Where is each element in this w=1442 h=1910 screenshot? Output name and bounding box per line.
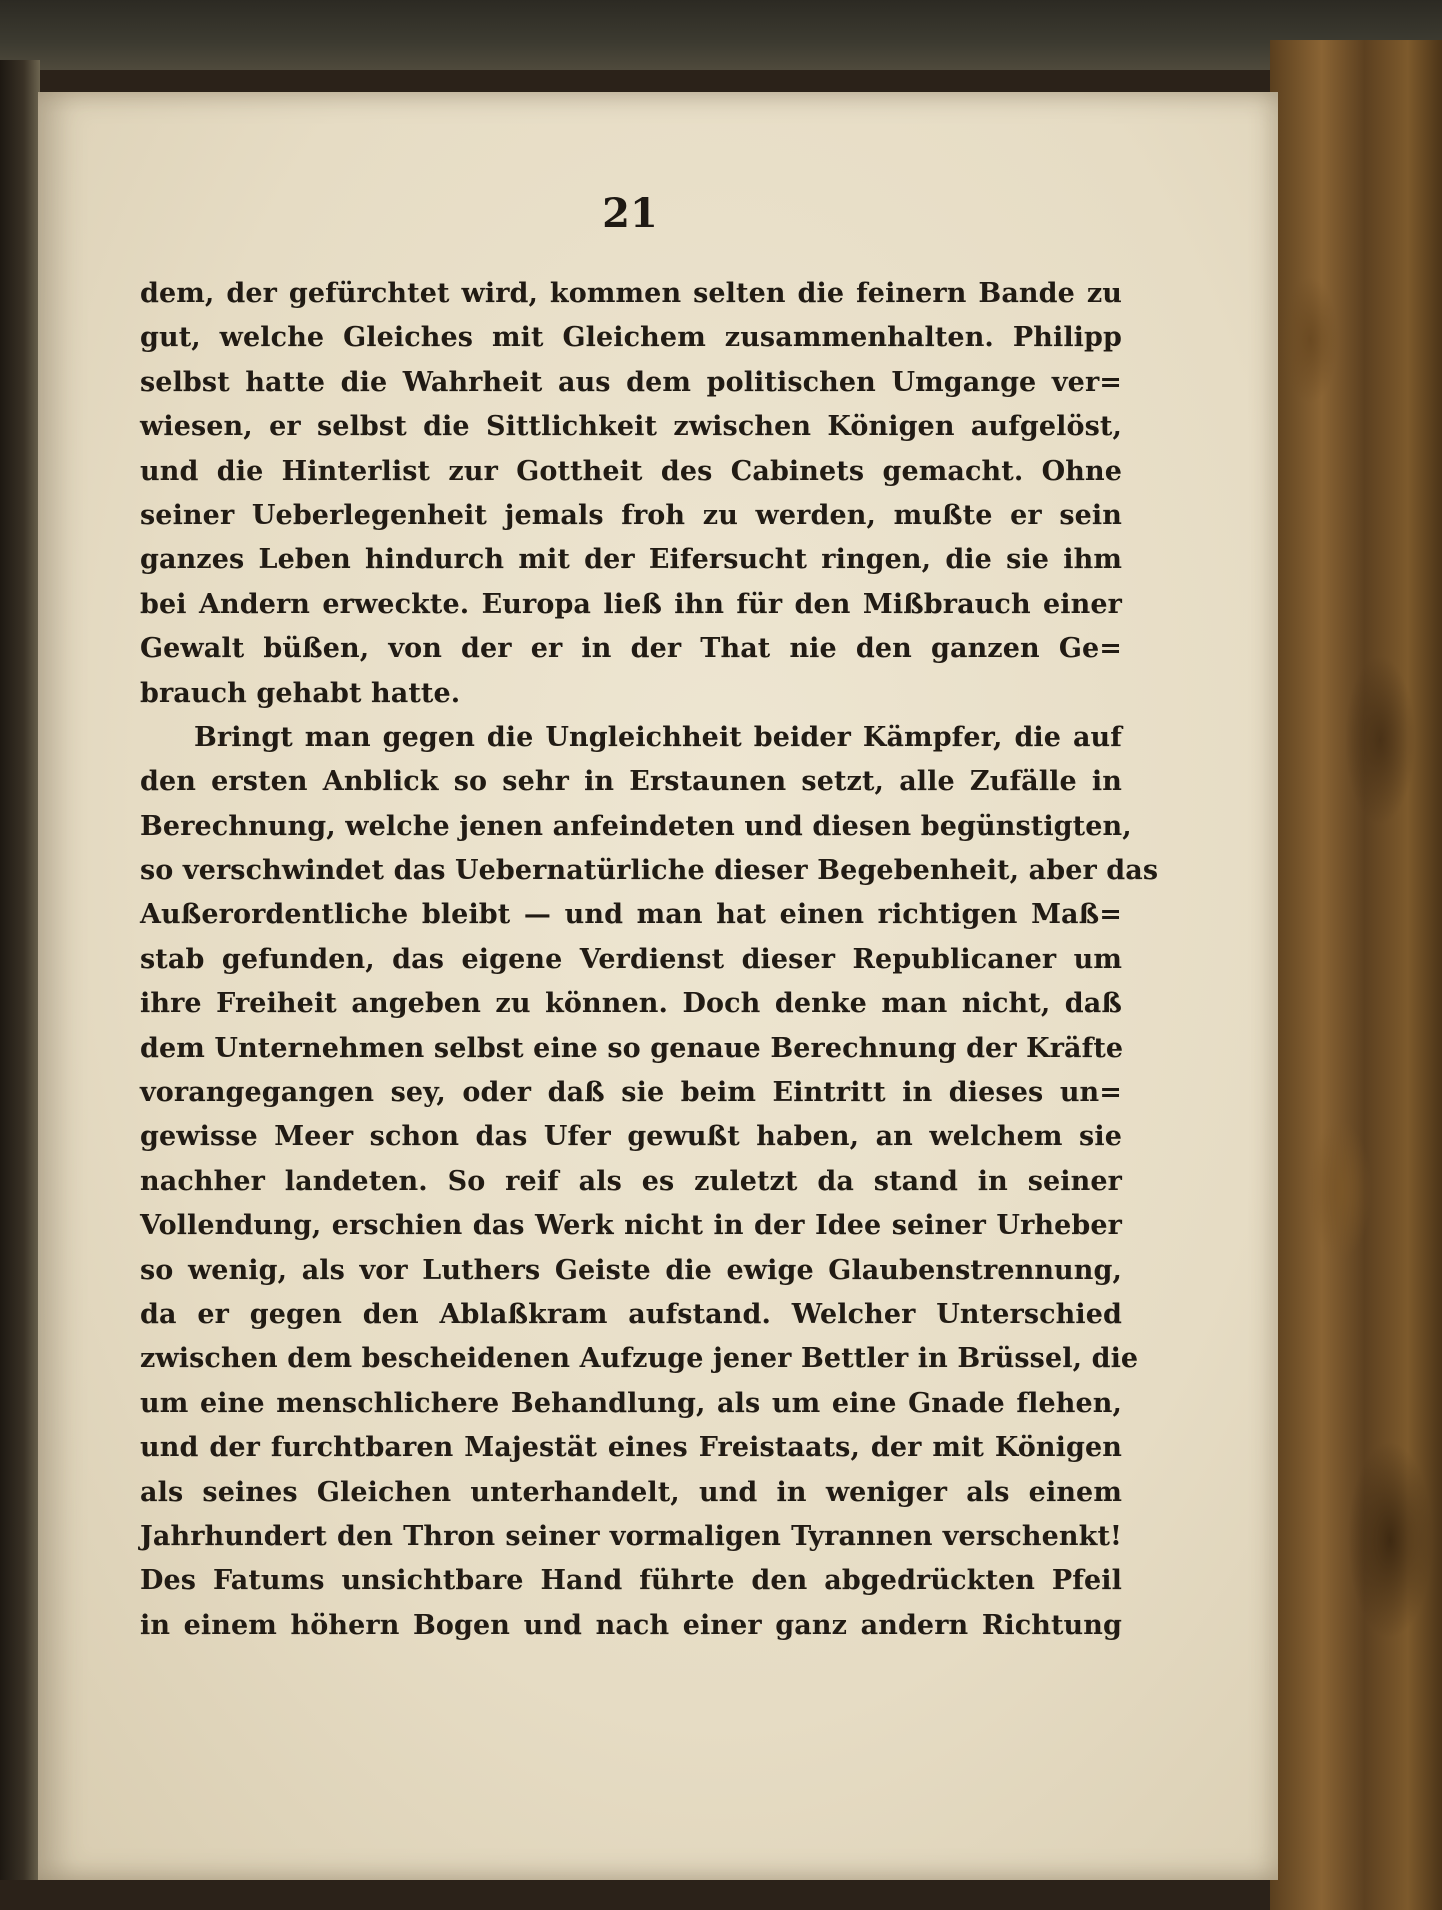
book-page [38, 92, 1278, 1880]
text-line: dem Unternehmen selbst eine so genaue Berechnung der Kräfte [140, 1032, 1124, 1064]
text-line: bei Andern erweckte. Europa ließ ihn für den Mißbrauch einer [140, 588, 1122, 620]
text-line: so verschwindet das Uebernatürliche dieser Begebenheit, aber das [140, 855, 1159, 887]
text-line: seiner Ueberlegenheit jemals froh zu werden, mußte er sein [140, 499, 1122, 531]
text-line: selbst hatte die Wahrheit aus dem politischen Umgange ver= [140, 366, 1122, 398]
marbled-cover [1270, 40, 1442, 1910]
text-line: als seines Gleichen unterhandelt, und in weniger als einem [140, 1476, 1122, 1508]
text-line: vorangegangen sey, oder daß sie beim Eintritt in dieses un= [140, 1077, 1122, 1109]
text-line: dem, der gefürchtet wird, kommen selten die feinern Bande zu [140, 278, 1122, 309]
text-line: Des Fatums unsichtbare Hand führte den abgedrückten Pfeil [140, 1565, 1122, 1597]
text-line: Vollendung, erschien das Werk nicht in der Idee seiner Urheber [140, 1210, 1122, 1242]
text-line: gewisse Meer schon das Ufer gewußt haben, an welchem sie [140, 1121, 1122, 1153]
text-line: ihre Freiheit angeben zu können. Doch denke man nicht, daß [140, 988, 1122, 1020]
text-line: stab gefunden, das eigene Verdienst dieser Republicaner um [140, 943, 1122, 975]
text-line: Außerordentliche bleibt — und man hat einen richtigen Maß= [140, 899, 1122, 931]
text-line: gut, welche Gleiches mit Gleichem zusammenhalten. Philipp [140, 322, 1122, 354]
text-line: Berechnung, welche jenen anfeindeten und diesen begünstigten, [140, 810, 1132, 842]
text-line: den ersten Anblick so sehr in Erstaunen setzt, alle Zufälle in [140, 766, 1122, 798]
text-line: so wenig, als vor Luthers Geiste die ewige Glaubenstrennung, [140, 1254, 1122, 1286]
text-line: da er gegen den Ablaßkram aufstand. Welcher Unterschied [140, 1298, 1122, 1330]
page-gutter [0, 60, 40, 1880]
text-line: Bringt man gegen die Ungleichheit beider Kämpfer, die auf [194, 721, 1122, 753]
text-line: nachher landeten. So reif als es zuletzt da stand in seiner [140, 1165, 1122, 1197]
text-line: ganzes Leben hindurch mit der Eifersucht ringen, die sie ihm [140, 544, 1122, 576]
text-line: und die Hinterlist zur Gottheit des Cabinets gemacht. Ohne [140, 455, 1122, 487]
text-line: Gewalt büßen, von der er in der That nie den ganzen Ge= [140, 633, 1122, 665]
text-line: um eine menschlichere Behandlung, als um eine Gnade flehen, [140, 1387, 1122, 1419]
text-line: wiesen, er selbst die Sittlichkeit zwischen Königen aufgelöst, [140, 411, 1122, 443]
text-line: und der furchtbaren Majestät eines Freistaats, der mit Königen [140, 1432, 1122, 1464]
page-body-text [140, 272, 1159, 1648]
text-line: zwischen dem bescheidenen Aufzuge jener Bettler in Brüssel, die [140, 1343, 1139, 1375]
book-top-edge [0, 0, 1442, 70]
page-number: 21 [602, 190, 658, 237]
text-line: Jahrhundert den Thron seiner vormaligen Tyrannen verschenkt! [140, 1520, 1122, 1552]
text-line: in einem höhern Bogen und nach einer ganz andern Richtung [140, 1609, 1122, 1641]
text-line: brauch gehabt hatte. [140, 677, 461, 709]
